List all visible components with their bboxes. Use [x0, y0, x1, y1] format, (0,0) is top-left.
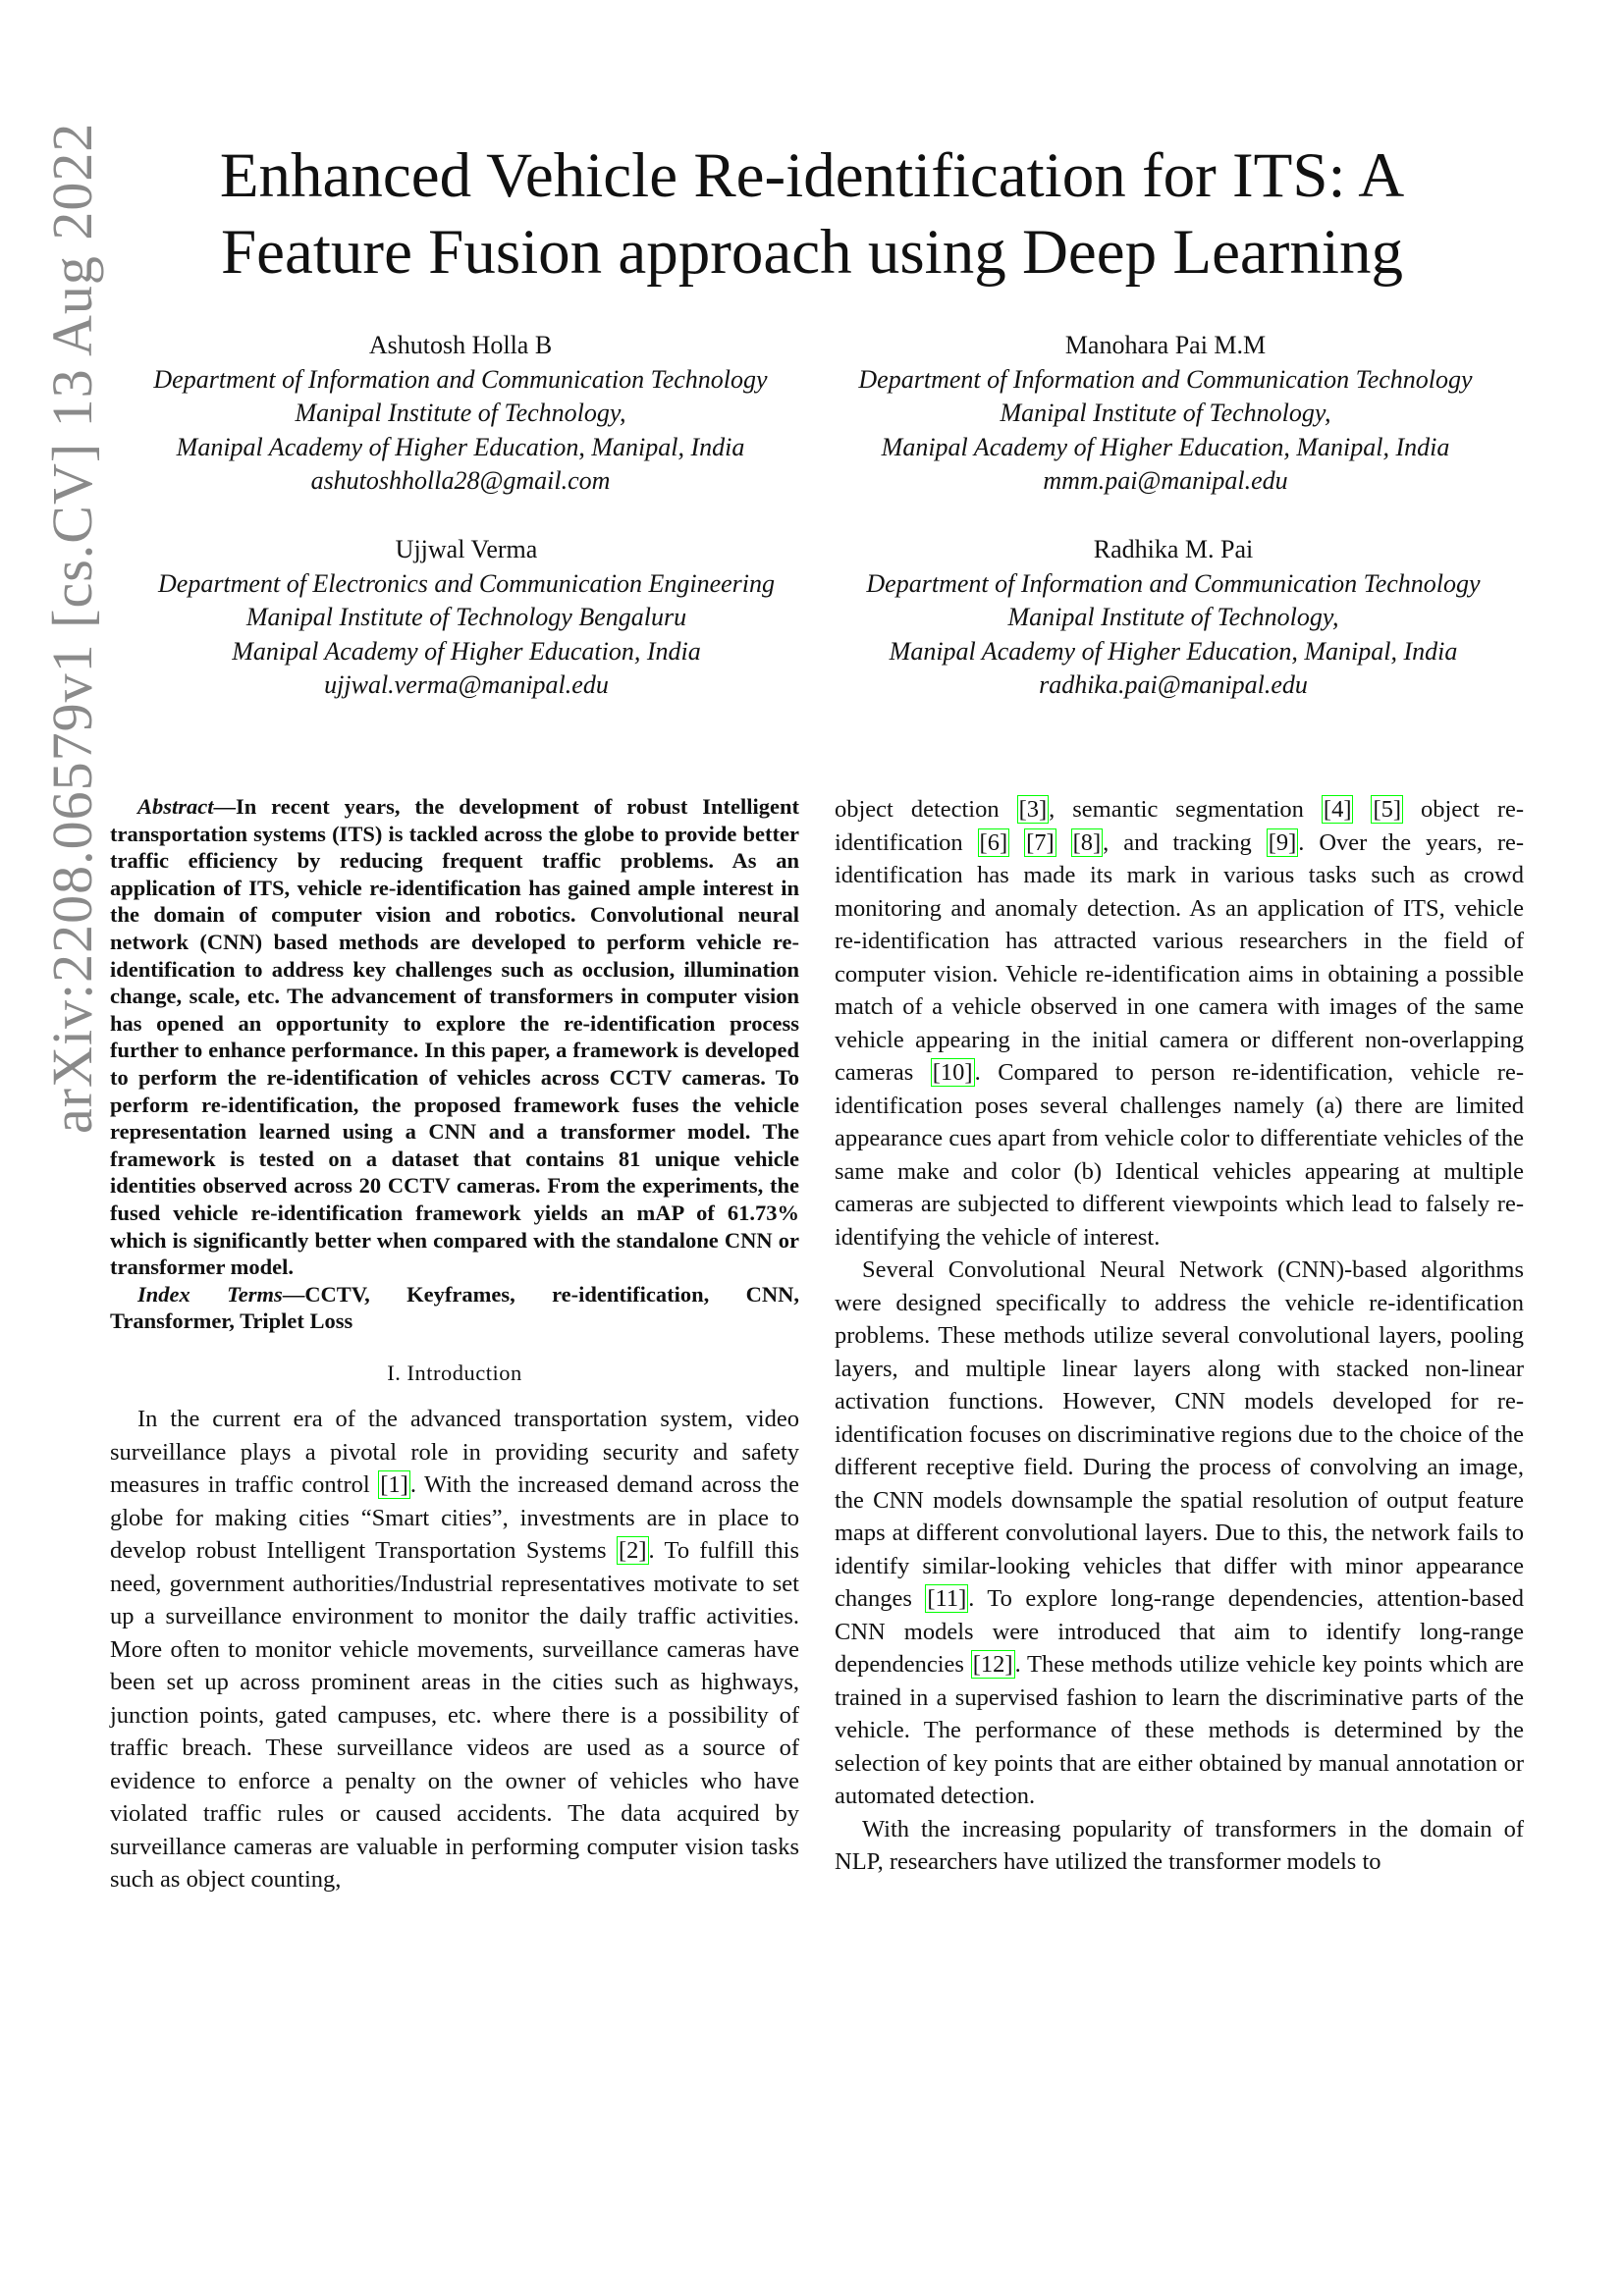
citation-link[interactable]: [8] [1072, 828, 1102, 856]
citation-link[interactable]: [11] [927, 1585, 967, 1612]
citation-link[interactable]: [2] [618, 1537, 647, 1565]
citation-link[interactable]: [9] [1268, 828, 1297, 856]
abstract [110, 793, 799, 1281]
citation-link[interactable]: [3] [1018, 796, 1048, 823]
author-email: mmm.pai@manipal.edu [1043, 466, 1288, 495]
author-name: Manohara Pai M.M [1064, 331, 1267, 359]
author-block [822, 329, 1509, 499]
author-email: ujjwal.verma@manipal.edu [324, 670, 609, 699]
section-heading: I. Introduction [387, 1360, 522, 1385]
author-email: ashutoshholla28@gmail.com [310, 466, 611, 495]
author-academy: Manipal Academy of Higher Education, Manipal, India [176, 432, 745, 461]
paper-title [108, 137, 1516, 291]
abstract-text: —In recent years, the development of robust Intelligent transportation systems (ITS) is tackled across the globe to provide better traffic efficiency by reducing frequent traffic problems. As an application of ITS, vehicle re-identification has gained ample interest in the domain of computer vision and robotics. Convolutional neural network (CNN) based methods are developed to perform vehicle re-identification to address key challenges such as occlusion, illumination change, scale, etc. The advancement of transformers in computer vision has opened an opportunity to explore the re-identification process further to enhance performance. In this paper, a framework is developed to perform the re-identification of vehicles across CCTV cameras. To perform re-identification, the proposed framework fuses the vehicle representation learned using a CNN and a transformer model. The framework is tested on a dataset that contains 81 unique vehicle identities observed across 20 CCTV cameras. From the experiments, the fused vehicle re-identification framework yields an mAP of 61.73% which is significantly better when compared with the standalone CNN or transformer model. [110, 794, 799, 1280]
intro-paragraph: In the current era of the advanced transportation system, video surveillance plays a pivotal role in providing security and safety measures in traffic control [1]. With the increased demand across the globe for making cities “Smart cities”, investments are in place to develop robust Intelligent Transportation Systems [2]. To fulfill this need, government authorities/Industrial representatives motivate to set up a surveillance environment to monitor the daily traffic activities. More often to monitor vehicle movements, surveillance cameras have been set up across prominent areas in the cities such as highways, junction points, gated campuses, etc. where there is a possibility of traffic breach. These surveillance videos are used as a source of evidence to enforce a penalty on the owner of vehicles who have violated traffic rules or caused accidents. The data acquired by surveillance cameras are valuable in performing computer vision tasks such as object counting, [110, 1406, 799, 1894]
citation-link[interactable]: [4] [1323, 796, 1352, 823]
author-academy: Manipal Academy of Higher Education, Manipal, India [881, 432, 1450, 461]
author-institute: Manipal Institute of Technology, [1000, 399, 1331, 427]
index-terms-text: —CCTV, Keyframes, re-identification, CNN, Transformer, Triplet Loss [110, 1281, 800, 1334]
index-terms [110, 1281, 799, 1335]
author-name: Ashutosh Holla B [368, 331, 553, 359]
body-paragraph: With the increasing popularity of transformers in the domain of NLP, researchers have utilized the transformer models to [835, 1815, 1524, 1875]
author-institute: Manipal Institute of Technology, [1007, 603, 1339, 631]
author-department: Department of Information and Communication Technology [866, 568, 1481, 598]
citation-link[interactable]: [10] [932, 1059, 973, 1086]
index-terms-label: Index Terms [137, 1281, 283, 1307]
citation-link[interactable]: [5] [1373, 796, 1402, 823]
citation-link[interactable]: [6] [979, 828, 1008, 856]
arxiv-identifier: arXiv:2208.06579v1 [cs.CV] 13 Aug 2022 [40, 122, 104, 1134]
author-block [117, 329, 804, 499]
left-column [110, 793, 799, 1896]
author-block [123, 533, 810, 703]
author-name: Radhika M. Pai [1093, 535, 1254, 563]
author-academy: Manipal Academy of Higher Education, Manipal, India [889, 636, 1458, 666]
author-name: Ujjwal Verma [395, 535, 538, 563]
right-column [835, 793, 1524, 1879]
citation-link[interactable]: [7] [1026, 828, 1055, 856]
citation-link[interactable]: [12] [972, 1651, 1013, 1678]
author-institute: Manipal Institute of Technology Bengaluru [245, 603, 687, 631]
author-department: Department of Information and Communication Technology [858, 364, 1473, 394]
author-department: Department of Electronics and Communication Engineering [158, 568, 775, 598]
author-department: Department of Information and Communication Technology [153, 364, 768, 394]
author-block [830, 533, 1517, 703]
body-paragraph: object detection [3], semantic segmentation [4] [5] object re-identification [6] [7] [8], and tracking [9]. Over the years, re-identification has made its mark in various tasks such as crowd monitoring and anomaly detection. As an application of ITS, vehicle re-identification has attracted various researchers in the field of computer vision. Vehicle re-identification aims in obtaining a possible match of a vehicle observed in one camera with images of the same vehicle appearing in the initial camera or different non-overlapping cameras [10]. Compared to person re-identification, vehicle re-identification poses several challenges namely (a) there are limited appearance cues apart from vehicle color to differentiate vehicles of the same make and color (b) Identical vehicles appearing at multiple cameras are subjected to different viewpoints which lead to falsely re-identifying the vehicle of interest. [835, 796, 1525, 1251]
author-email: radhika.pai@manipal.edu [1039, 670, 1308, 699]
author-academy: Manipal Academy of Higher Education, India [232, 636, 701, 666]
abstract-label: Abstract [137, 794, 214, 819]
citation-link[interactable]: [1] [380, 1471, 408, 1499]
body-paragraph: Several Convolutional Neural Network (CNN)-based algorithms were designed specifically to address the vehicle re-identification problems. These methods utilize several convolutional layers, pooling layers, and multiple linear layers along with stacked non-linear activation functions. However, CNN models developed for re-identification focuses on discriminative regions due to the choice of the different receptive field. During the process of convolving an image, the CNN models downsample the spatial resolution of output feature maps at different convolutional layers. Due to this, the network fails to identify similar-looking vehicles that differ with minor appearance changes [11]. To explore long-range dependencies, attention-based CNN models were introduced that aim to identify long-range dependencies [12]. These methods utilize vehicle key points which are trained in a supervised fashion to learn the discriminative parts of the vehicle. The performance of these methods is determined by the selection of key points that are either obtained by manual annotation or automated detection. [835, 1256, 1524, 1809]
author-institute: Manipal Institute of Technology, [295, 399, 626, 427]
title-line-2: Feature Fusion approach using Deep Learning [221, 217, 1403, 288]
title-line-1: Enhanced Vehicle Re-identification for ITS: A [219, 140, 1405, 211]
